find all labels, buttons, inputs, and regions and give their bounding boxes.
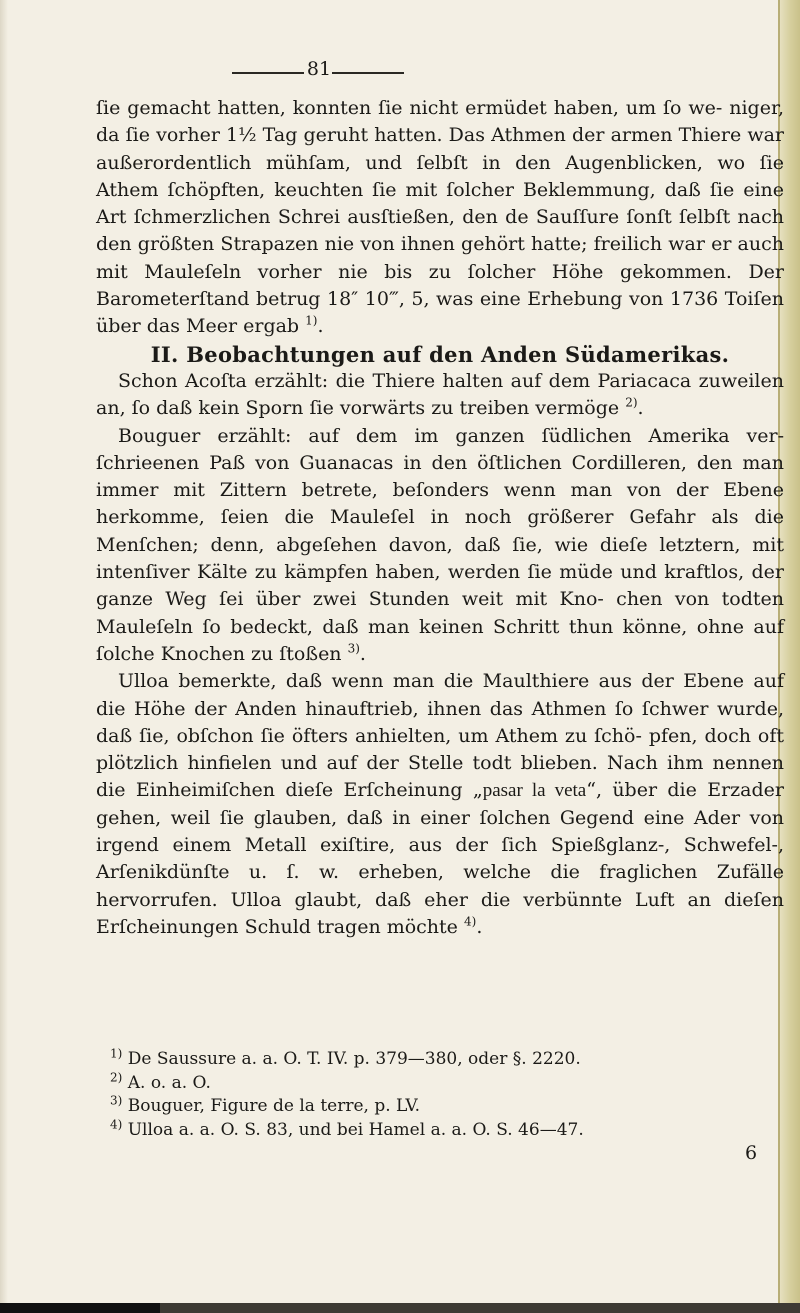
footnote-1 [110,1048,770,1072]
page-gutter-shadow [0,0,8,1313]
paragraph-4-text-a: Ulloa bemerkte, daß wenn man die Maulthiere aus der Ebene auf die Höhe der Anden hinauftrieb, ihnen das Athmen ſo ſchwer wurde, daß ſie, obſchon ſie öfters anhielten, um Athem zu ſchö- pfen, doch oft plötzlich hinfielen und auf der Stelle todt blieben. Nach ihm nennen die Einheimiſchen dieſe Erſcheinung „ [96,670,784,802]
footnote-mark-3: 3) [110,1093,123,1108]
footnote-mark-2: 2) [110,1069,123,1084]
paragraph-4: Ulloa bemerkte, daß wenn man die Maulthiere aus der Ebene auf die Höhe der Anden hinauftrieb, ihnen das Athmen ſo ſchwer wurde, daß ſie, obſchon ſie öfters anhielten, um Athem zu ſchö- pfen, doch oft plötzlich hinfielen und auf der Stelle todt blieben. Nach ihm nennen die Einheimiſchen dieſe Erſcheinung „pasar la veta“, über die Erzader gehen, weil ſie glauben, daß in einer ſolchen Gegend eine Ader von irgend einem Metall exiſtire, aus der ſich Spießglanz-, Schwefel-, Arſenikdünſte u. ſ. w. erheben, welche die fraglichen Zufälle hervorrufen. Ulloa glaubt, daß eher die verbünnte Luft an dieſen Erſcheinungen Schuld tragen möchte $^{4)}$. [96,670,784,938]
section-heading: II. Beobachtungen auf den Anden Südamerikas. [150,341,730,367]
running-header [0,58,800,88]
main-text [96,95,784,941]
paragraph-2-text: Schon Acoſta erzählt: die Thiere halten auf dem Pariacaca zuweilen an, ſo daß kein Sporn ſie vorwärts zu treiben vermöge [96,369,784,420]
footnote-mark-1: 1) [110,1046,123,1061]
footnote-ref-4: 4) [463,914,477,929]
signature-mark: 6 [744,1142,758,1164]
footnote-text-2: A. o. a. O. [127,1072,211,1093]
footnote-ref-2: 2) [625,395,638,410]
footnote-ref-1: 1) [305,314,318,329]
footnote-text-3: Bouguer, Figure de la terre, p. LV. [127,1096,421,1116]
header-rule-right [332,72,404,74]
footnote-4 [110,1116,770,1143]
page-number: 81 [306,58,332,80]
paragraph-2: Schon Acoſta erzählt: die Thiere halten auf dem Pariacaca zuweilen an, ſo daß kein Sporn ſie vorwärts zu treiben vermöge $^{2)}$. [96,369,784,420]
latin-phrase: pasar la veta [482,780,587,802]
paragraph-4-text-b: “, über die Erzader gehen, weil ſie glauben, daß in einer ſolchen Gegend eine Ader von irgend einem Metall exiſtire, aus der ſich Spießglanz-, Schwefel-, Arſenikdünſte u. ſ. w. erheben, welche die fraglichen Zufälle hervorrufen. Ulloa glaubt, daß eher die verbünnte Luft an dieſen Erſcheinungen Schuld tragen möchte [96,779,784,938]
footnote-text-4: Ulloa a. a. O. S. 83, und bei Hamel a. a. O. S. 46—47. [127,1119,584,1140]
footnote-text-1: De Saussure a. a. O. T. IV. p. 379—380, oder §. 2220. [127,1049,581,1069]
footnote-ref-3: 3) [347,641,360,656]
footnote-3 [110,1095,770,1119]
paragraph-3: Bouguer erzählt: auf dem im ganzen ſüdlichen Amerika ver- ſchrieenen Paß von Guanacas in den öſtlichen Cordilleren, den man immer mit Zittern betrete, beſonders wenn man von der Ebene herkomme, ſeien die Mauleſel in noch größerer Gefahr als die Menſchen; denn, abgeſehen davon, daß ſie, wie dieſe letztern, mit intenſiver Kälte zu kämpfen haben, werden ſie müde und kraftlos, der ganze Weg ſei über zwei Stunden weit mit Kno- chen von todten Mauleſeln ſo bedeckt, daß man keinen Schritt thun könne, ohne auf ſolche Knochen zu ſtoßen $^{3)}$. [96,424,784,665]
header-rule-left [232,72,304,74]
paragraph-3-text: Bouguer erzählt: auf dem im ganzen ſüdlichen Amerika ver- ſchrieenen Paß von Guanacas in den öſtlichen Cordilleren, den man immer mit Zittern betrete, beſonders wenn man von der Ebene herkomme, ſeien die Mauleſel in noch größerer Gefahr als die Menſchen; denn, abgeſehen davon, daß ſie, wie dieſe letztern, mit intenſiver Kälte zu kämpfen haben, werden ſie müde und kraftlos, der ganze Weg ſei über zwei Stunden weit mit Kno- chen von todten Mauleſeln ſo bedeckt, daß man keinen Schritt thun könne, ohne auf ſolche Knochen zu ſtoßen [96,424,784,665]
footnotes [110,1046,770,1164]
footnote-mark-4: 4) [110,1116,123,1131]
footnote-2 [110,1069,770,1096]
paragraph-1: ſie gemacht hatten, konnten ſie nicht ermüdet haben, um ſo we- niger, da ſie vorher 1½ Tag geruht hatten. Das Athmen der armen Thiere war außerordentlich mühſam, und ſelbſt in den Augenblicken, wo ſie Athem ſchöpften, keuchten ſie mit ſolcher Beklemmung, daß ſie eine Art ſchmerzlichen Schrei ausſtießen, den de Sauſſure ſonſt ſelbſt nach den größten Strapazen nie von ihnen gehört hatte; freilich war er auch mit Mauleſeln vorher nie bis zu ſolcher Höhe gekommen. Der Barometerſtand betrug 18″ 10‴, 5, was eine Erhebung von 1736 Toiſen über das Meer ergab $^{1)}$. [96,97,784,338]
paragraph-1-text: ſie gemacht hatten, konnten ſie nicht ermüdet haben, um ſo we- niger, da ſie vorher 1½ Tag geruht hatten. Das Athmen der armen Thiere war außerordentlich mühſam, und ſelbſt in den Augenblicken, wo ſie Athem ſchöpften, keuchten ſie mit ſolcher Beklemmung, daß ſie eine Art ſchmerzlichen Schrei ausſtießen, den de Sauſſure ſonſt ſelbſt nach den größten Strapazen nie von ihnen gehört hatte; freilich war er auch mit Mauleſeln vorher nie bis zu ſolcher Höhe gekommen. Der Barometerſtand betrug 18″ 10‴, 5, was eine Erhebung von 1736 Toiſen über das Meer ergab [96,97,784,338]
page-bottom-edge [0,1303,800,1313]
